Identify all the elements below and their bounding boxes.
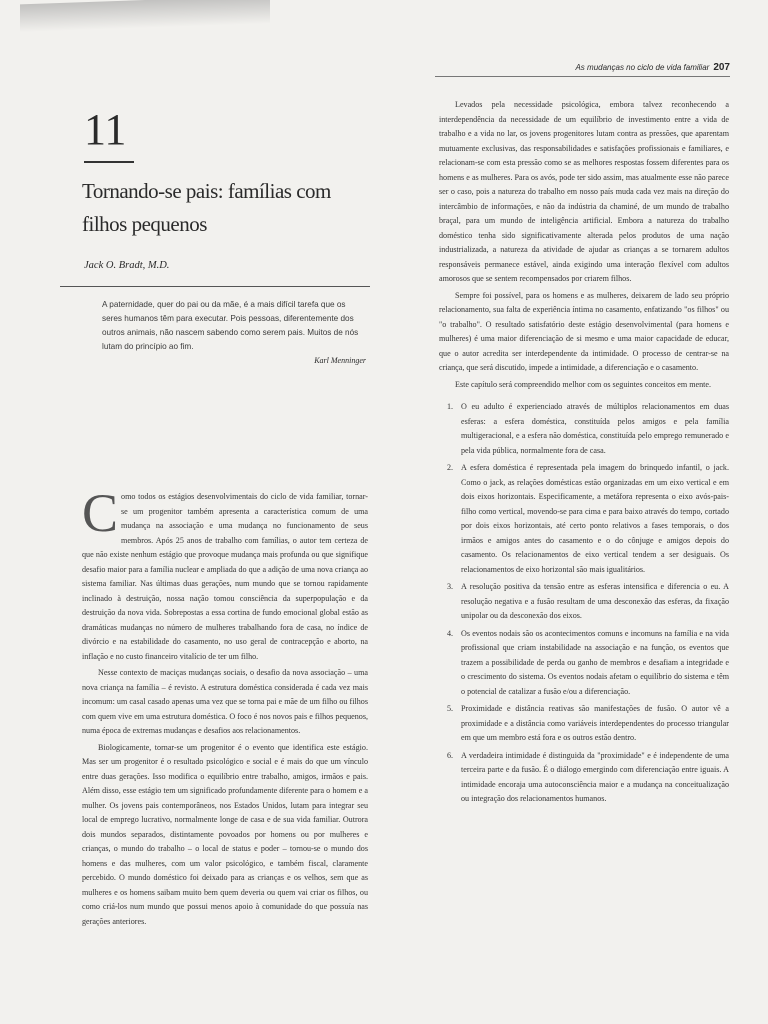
list-text: A esfera doméstica é representada pela imagem do brinquedo infantil, o jack. Como o jack, as relações domésticas estão organizadas em um eixo vertical e em dois eixos horizontais. Especificamente, a metáfora representa o eixo avós-pais-filho como vertical, movendo-se para cima e para baixo através do tempo, cortado por dois eixos horizontais, até certo ponto relativos a fases temporais, o dos irmãos e amigos antes do casamento e o do cônjuge e amigos depois do casamento. Os relacionamentos de eixo vertical tendem a ser desiguais. Os relacionamentos de eixo horizontal são mais igualitários. [461, 463, 729, 574]
running-head-rule [435, 76, 730, 77]
list-item [439, 627, 729, 700]
concept-list [439, 400, 729, 807]
epigraph: A paternidade, quer do pai ou da mãe, é a mais difícil tarefa que os seres humanos têm para executar. Pois pessoas, diferentemente dos outros animais, não nascem sabendo como serem pais. Muitos de nós lutam do princípio ao fim. [102, 300, 359, 351]
list-text: A verdadeira intimidade é distinguida da "proximidade" e é independente de uma terceira parte e da fusão. É o diálogo emergindo com diferenciação entre iguais. A intimidade encoraja uma autoconsciência maior e a mudança na conceitualização ou integração dos relacionamentos humanos. [461, 750, 729, 803]
paragraph: Sempre foi possível, para os homens e as mulheres, deixarem de lado seu próprio relacionamento, sua falta de experiência íntima no casamento, enfatizando "os filhos" ou "o trabalho". O resultado satisfatório deste estágio desenvolvimental (para homens e mulheres) é uma maior diferenciação de si mesmo e uma maior capacidade de educar, que o autor acredita ser interdependente da intimidade. O processo de centrar-se na criança, que será discutido, impede a intimidade, a diferenciação e o casamento. [439, 290, 729, 372]
page-number: 207 [713, 62, 730, 73]
chapter-number: 11 [84, 105, 127, 154]
epigraph-author: Karl Menninger [314, 356, 366, 365]
chapter-author: Jack O. Bradt, M.D. [84, 260, 170, 271]
dropcap: C [82, 483, 119, 543]
list-text: A resolução positiva da tensão entre as esferas intensifica e diferencia o eu. A resolução negativa e a fusão resultam de uma desconexão das esferas, da fixação unipolar ou da desconexão dos eixos. [461, 582, 729, 620]
paragraph: Este capítulo será compreendido melhor com os seguintes conceitos em mente. [455, 379, 712, 389]
left-page [58, 20, 378, 1000]
running-head-text: As mudanças no ciclo de vida familiar [575, 63, 710, 72]
right-page [435, 40, 730, 1010]
paragraph: Biologicamente, tornar-se um progenitor é o evento que identifica este estágio. Mas ser um progenitor é o resultado psicológico e social e é mais do que um vínculo entre duas gerações. Isso modifica o equilíbrio entre trabalho, amigos, irmãos e pais. Além disso, esse estágio tem um significado profundamente diferente para o homem e a mulher. Os jovens pais contemporâneos, nos Estados Unidos, lutam para integrar seu local de emprego lucrativo, normalmente longe de casa e de sua vida familiar. Outrora dois mundos separados, distintamente povoados por homens ou por mulheres e crianças, o mundo do trabalho – o local de status e poder – tornou-se o mundo dos homens e das mulheres, com um valor psicológico, e também fiscal, claramente percebido. O mundo doméstico foi deixado para as crianças e os velhos, sem que as mulheres e os homens saibam muito bem quem deveria ou quem vai criar os filhos, ou como criá-los num mundo que possui menos apoio à comunidade do que possuía nas gerações anteriores. [82, 742, 368, 926]
paragraph-text: omo todos os estágios desenvolvimentais do ciclo de vida familiar, tornar-se um progenitor também apresenta a característica comum de uma mudança na associação e uma mudança no funcionamento de seus membros. Após 25 anos de trabalho com famílias, o autor tem certeza de que não existe nenhum estágio que provoque mudança mais profunda ou que signifique desafio maior para a família nuclear e ampliada do que a adição de uma nova criança ao sistema familiar. Nas últimas duas gerações, num mundo que se tornou rapidamente inclinado à destruição, nossa nação tomou consciência da superpopulação e da destruição da nova vida. Sobrepostas a essa cortina de fundo emocional global estão as dramáticas mudanças no número de mulheres trabalhando fora de casa, no índice de divórcio e na estabilidade do casamento, no uso geral de contracepção e aborto, na inflação e no custo financeiro vitalício de ter um filho. [82, 492, 368, 661]
left-body-text [82, 483, 368, 929]
author-rule [60, 286, 370, 287]
list-item [439, 702, 729, 746]
paragraph: Levados pela necessidade psicológica, embora talvez reconhecendo a interdependência da necessidade de um equilíbrio de investimento entre a vida de trabalho e a vida no lar, os jovens progenitores lutam contra as pressões, que aparentam mutuamente exclusivas, das responsabilidades e satisfações profissionais e familiares, e relacionam-se com esta pressão como se as melhores respostas fossem diferentes para os homens e as mulheres. Para os avós, pode ter sido assim, mas atualmente esse não parece ser o caso, pois a natureza do trabalho em nosso país muda cada vez mais na direção do intercâmbio de informações, e não da indústria da chaminé, de um mundo de trabalho braçal, para um mundo de inteligência artificial. Embora a natureza do trabalho doméstico tenha sido significativamente alterada pelos produtos de uma nação industrializada, a natureza da atividade de ajudar as crianças a se tornarem adultos responsáveis permanece estável, ainda exigindo uma interação flexível com adultos amorosos que se sentem recompensados por criarem filhos. [439, 100, 729, 283]
chapter-rule [84, 161, 134, 163]
list-item [439, 749, 729, 807]
list-item [439, 400, 729, 458]
paragraph: Nesse contexto de maciças mudanças sociais, o desafio da nova associação – uma nova criança na família – é revisto. A estrutura doméstica considerada é cada vez mais incomum: um casal casado apenas uma vez que se torna pai e mãe de um filho ou filhos com quem vive em uma estrutura doméstica. O foco é nos novos pais e filhos pequenos, numa época de extremas mudanças e desafios aos relacionamentos. [82, 668, 368, 735]
list-text: O eu adulto é experienciado através de múltiplos relacionamentos em duas esferas: a esfera doméstica, constituída pelos amigos e pela família multigeracional, e a esfera não doméstica, constituída pelo emprego remunerado e pela vida pública, normalmente fora de casa. [461, 402, 729, 455]
list-number: 2. [447, 463, 454, 472]
paragraph [82, 483, 368, 664]
list-number: 6. [447, 750, 454, 760]
list-number: 5. [447, 704, 454, 713]
list-item [439, 461, 729, 577]
list-number: 4. [447, 628, 454, 638]
list-number: 1. [447, 402, 454, 411]
chapter-title: Tornando-se pais: famílias com filhos pequenos [82, 179, 331, 236]
list-text: Proximidade e distância reativas são manifestações de fusão. O autor vê a proximidade e a distância como variáveis interdependentes do processo triangular em que um membro está fora e os outros estão dentro. [461, 704, 729, 742]
list-item [439, 580, 729, 624]
list-text: Os eventos nodais são os acontecimentos comuns e incomuns na família e na vida profissional que criam instabilidade na associação e na função, os eventos que trazem a possibilidade de perda ou ganho de membros e desafiam a integridade e o crescimento do sistema. Os eventos nodais afetam o equilíbrio do sistema e têm o potencial de catalizar a fusão e/ou a diferenciação. [461, 628, 729, 696]
right-body-text [439, 98, 729, 810]
list-number: 3. [447, 582, 454, 591]
running-head [575, 62, 730, 73]
